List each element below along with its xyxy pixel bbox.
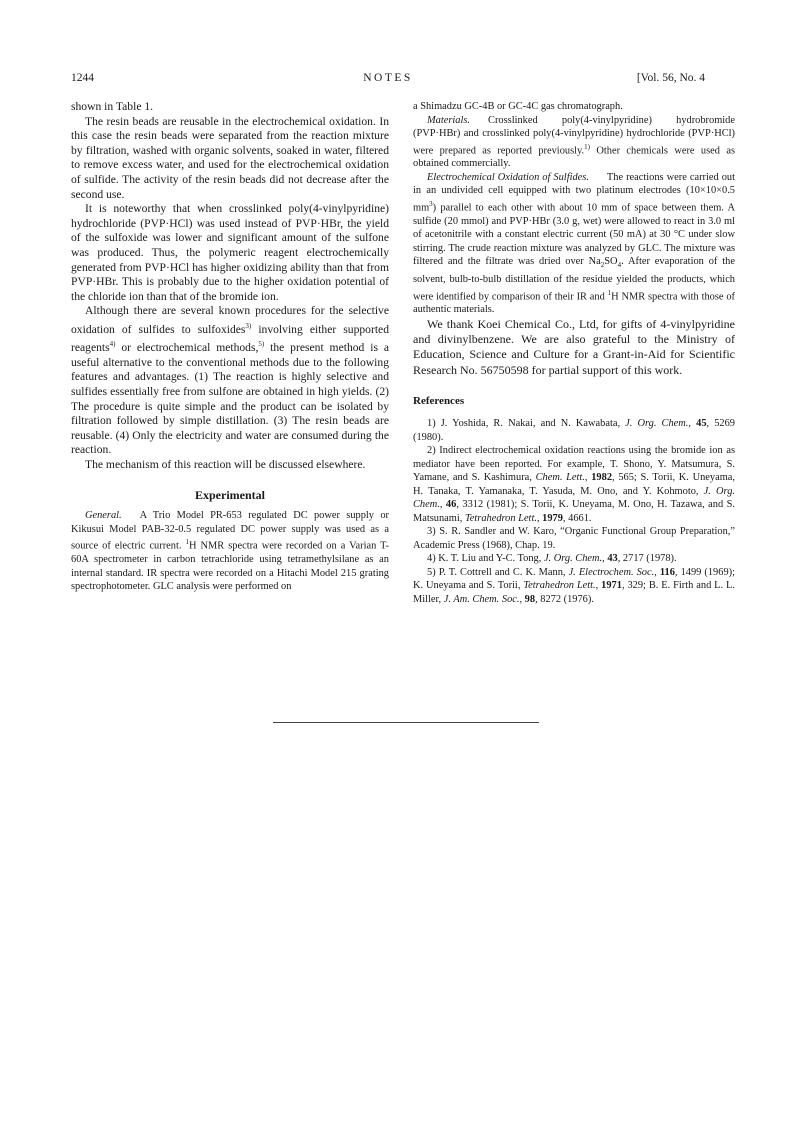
acknowledgement: We thank Koei Chemical Co., Ltd, for gifts of 4-vinylpyridine and divinylbenzene. We are also grateful to the Ministry of Education, Science and Culture for a Grant-in-Aid for Scientific Research No. 56750598 for partial support of this work. <box>413 316 735 377</box>
citation-3: 3) <box>245 321 252 330</box>
reference-item: 5) P. T. Cottrell and C. K. Mann, J. Electrochem. Soc., 116, 1499 (1969); K. Uneyama and S. Torii, Tetrahedron Lett., 1971, 329; B. E. Firth and L. L. Miller, J. Am. Chem. Soc., 98, 8272 (1976). <box>413 566 735 605</box>
text-segment: 1) J. Yoshida, R. Nakai, and N. Kawabata, <box>427 418 626 430</box>
text-segment: SO <box>604 256 618 268</box>
journal-name: Chem. Lett. <box>535 472 585 484</box>
volume-number: 98 <box>524 593 536 605</box>
page-header <box>71 72 705 88</box>
text-segment: 2) Indirect electrochemical oxidation reactions using the bromide ion as mediator have been reported. For example, T. Shono, Y. Matsumura, S. Yamane, and S. Kashimura, <box>413 445 735 484</box>
right-column <box>413 100 735 606</box>
text-segment: 4) K. T. Liu and Y-C. Tong, <box>427 553 544 565</box>
reference-item: 2) Indirect electrochemical oxidation reactions using the bromide ion as mediator have been reported. For example, T. Shono, Y. Matsumura, S. Yamane, and S. Kashimura, Chem. Lett., 1982, 565; S. Torii, K. Uneyama, H. Tanaka, T. Yamanaka, T. Yasuda, M. Ono, and Y. Kohmoto, J. Org. Chem., 46, 3312 (1981); S. Torii, K. Uneyama, M. Ono, H. Tazawa, and S. Matsunami, Tetrahedron Lett., 1979, 4661. <box>413 445 736 524</box>
journal-name: J. Org. Chem. <box>625 418 689 430</box>
reference-item: 4) K. T. Liu and Y-C. Tong, J. Org. Chem., 43, 2717 (1978). <box>427 553 677 565</box>
paragraph-continued: shown in Table 1. <box>71 100 154 113</box>
end-divider <box>273 722 539 723</box>
paragraph-continued: a Shimadzu GC-4B or GC-4C gas chromatograph. <box>413 101 623 112</box>
left-column <box>71 100 389 594</box>
text-segment: , 565; S. Torii, K. Uneyama, H. Tanaka, T. Yamanaka, T. Yasuda, M. Ono, and Y. Kohmoto, <box>413 472 735 497</box>
text-segment: . After evaporation of the solvent, bulb-to-bulb distillation of the residue yielded the products, which were identified by comparison of their IR and <box>413 256 735 302</box>
text-segment: , 3312 (1981); S. Torii, K. Uneyama, M. Ono, H. Tazawa, and S. Matsunami, <box>413 499 736 524</box>
superscript: 1 <box>607 288 612 297</box>
paragraph-materials <box>413 114 735 171</box>
subscript: 4 <box>617 261 622 270</box>
subscript: 2 <box>600 261 605 270</box>
volume-info: [Vol. 56, No. 4 <box>636 72 705 84</box>
label-general: General. <box>85 510 122 522</box>
text-segment: , 2717 (1978). <box>617 553 677 565</box>
paragraph-general <box>71 509 389 593</box>
superscript: 1 <box>185 538 189 547</box>
text-segment: Although there are several known procedures for the selective oxidation of sulfides to sulfoxides <box>71 304 389 336</box>
text-segment: The reactions were carried out in an undivided cell equipped with two platinum electrodes (10×10×0.5 mm <box>413 171 735 214</box>
text-segment: or electrochemical methods, <box>115 341 259 355</box>
reference-item: 3) S. R. Sandler and W. Karo, “Organic Functional Group Preparation,” Academic Press (1968), Chap. 19. <box>413 526 735 551</box>
journal-name: J. Org. Chem. <box>413 485 736 511</box>
paragraph-resin-reuse: The resin beads are reusable in the electrochemical oxidation. In this case the resin beads were separated from the reaction mixture by filtration, washed with organic solvents, soaked in water, filtered to remove excess water, and used for the electrochemical oxidation of sulfide. The activity of the resin beads did not decrease after the second use. <box>71 114 389 201</box>
text-segment: , 8272 (1976). <box>535 593 594 605</box>
text-segment: the present method is a useful alternative to the conventional methods due to the following features and advantages. (1) The reaction is highly selective and sulfides essentially free from sulfone are obtained in high yields. (2) The procedure is quite simple and the product can be isolated by filtration followed by simple distillation. (3) The resin beads are reusable. (4) Only the electricity and water are consumed during the reaction. <box>71 341 389 457</box>
text-segment: A Trio Model PR-653 regulated DC power supply or Kikusui Model PAB-32-0.5 regulated DC power supply was used as a source of electric current. <box>71 510 389 552</box>
text-segment: H NMR spectra with those of authentic materials. <box>413 290 735 316</box>
reference-list <box>413 417 735 606</box>
journal-name: J. Am. Chem. Soc. <box>443 593 520 605</box>
volume-number: 46 <box>445 499 457 511</box>
citation-1: 1) <box>584 142 590 151</box>
text-segment: involving either supported reagents <box>71 322 389 355</box>
journal-name: J. Electrochem. Soc. <box>568 566 655 578</box>
text-segment: H NMR spectra were recorded on a Varian T-60A spectrometer in carbon tetrachloride using tetramethylsilane as an internal standard. IR spectra were recorded on a Hitachi Model 215 grating spectrophotometer. GLC analysis were performed on <box>71 540 389 593</box>
volume-number: 1979 <box>542 512 563 524</box>
text-segment: , 1499 (1969); K. Uneyama and S. Torii, <box>413 566 735 592</box>
citation-5: 5) <box>258 340 265 349</box>
experimental-general <box>71 509 389 593</box>
journal-name: J. Org. Chem. <box>543 553 603 565</box>
paragraph-pvp-hcl: It is noteworthy that when crosslinked poly(4-vinylpyridine) hydrochloride (PVP·HCl) was used instead of PVP·HBr, the yield of the sulfoxide was lower and significant amount of the sulfone was produced. Thus, the polymeric reagent electrochemically generated from PVP·HCl has higher oxidizing ability than that from PVP·HBr. This is probably due to the higher oxidation potential of the chloride ion than that of the bromide ion. <box>71 202 389 303</box>
text-segment: , 4661. <box>562 512 592 524</box>
volume-number: 1982 <box>591 472 613 484</box>
section-title-experimental: Experimental <box>195 487 265 502</box>
paragraph-electrochemical <box>413 171 735 317</box>
paragraph-advantages <box>71 304 389 458</box>
volume-number: 43 <box>607 553 618 565</box>
text-segment: ) parallel to each other with about 10 mm of space between them. A sulfide (20 mmol) and PVP·HBr (3.0 g, wet) were allowed to react in 3.0 ml of acetonitrile with a constant electric current (50 mA) at 30 °C under slow stirring. The crude reaction mixture was analyzed by GLC. The mixture was filtered and the filtrate was dried over Na <box>413 202 735 268</box>
journal-name: Tetrahedron Lett. <box>464 512 537 524</box>
text-segment: Crosslinked poly(4-vinylpyridine) hydrobromide (PVP·HBr) and crosslinked poly(4-vinylpyridine) hydrochloride (PVP·HCl) were prepared as reported previously. <box>413 114 735 156</box>
reference-item: 1) J. Yoshida, R. Nakai, and N. Kawabata, J. Org. Chem., 45, 5269 (1980). <box>413 418 736 443</box>
references-title: References <box>413 394 465 407</box>
text-segment: 5) P. T. Cottrell and C. K. Mann, <box>427 566 569 578</box>
volume-number: 1971 <box>601 580 622 592</box>
citation-4: 4) <box>109 340 116 349</box>
label-materials: Materials. <box>427 114 471 126</box>
page-number: 1244 <box>71 72 94 84</box>
volume-number: 116 <box>659 566 675 578</box>
superscript: 3 <box>429 199 433 208</box>
label-electrochemical: Electrochemical Oxidation of Sulfides. <box>427 171 589 183</box>
experimental-continued <box>413 100 735 317</box>
text-segment: , 329; B. E. Firth and L. L. Miller, <box>413 580 735 605</box>
text-segment: Other chemicals were used as obtained commercially. <box>413 144 736 170</box>
text-segment: , 5269 (1980). <box>413 418 736 443</box>
journal-name: Tetrahedron Lett. <box>523 580 596 592</box>
volume-number: 45 <box>696 418 707 430</box>
paragraph-mechanism: The mechanism of this reaction will be discussed elsewhere. <box>85 457 366 471</box>
running-title: NOTES <box>363 72 413 84</box>
